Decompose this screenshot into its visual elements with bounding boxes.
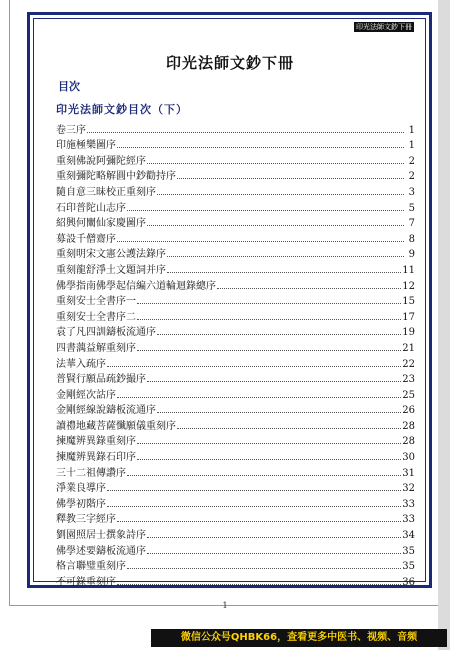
toc-entry-title: 劉園照居士撰象詩序 [56, 530, 146, 542]
toc-entry-title: 揀魔辨異錄重刻序 [56, 436, 136, 448]
toc-entry[interactable] [56, 260, 415, 276]
contents-heading[interactable]: 目次 [58, 80, 80, 93]
toc-entry[interactable] [56, 292, 415, 308]
toc-entry-page: 35 [402, 545, 415, 557]
toc-entry-page: 17 [402, 311, 415, 323]
section-heading[interactable]: 印光法師文鈔目次（下） [56, 103, 188, 116]
toc-entry-page: 33 [402, 498, 415, 510]
toc-entry[interactable] [56, 307, 415, 323]
toc-leader-dots [157, 412, 401, 413]
toc-entry[interactable] [56, 167, 415, 183]
toc-entry-title: 金剛經線說鑄板流通序 [56, 405, 156, 417]
toc-entry-page: 28 [402, 420, 415, 432]
toc-entry[interactable] [56, 479, 415, 495]
toc-leader-dots [117, 584, 401, 585]
toc-entry-title: 重刻佛說阿彌陀經序 [56, 155, 146, 167]
toc-entry-page: 28 [402, 436, 415, 448]
toc-leader-dots [147, 163, 404, 164]
toc-entry-title: 淨業良導序 [56, 483, 106, 495]
toc-entry-title: 四書蕅益解重刻序 [56, 342, 136, 354]
toc-entry-title: 佛學述要鑄板流通序 [56, 545, 146, 557]
toc-entry-title: 重刻彌陀略解圓中鈔勸持序 [56, 171, 176, 183]
toc-entry[interactable] [56, 151, 415, 167]
toc-entry-title: 隨自意三昧校正重刻序 [56, 186, 156, 198]
toc-entry-title: 金剛經次詁序 [56, 389, 116, 401]
toc-entry-title: 釋教三字經序 [56, 514, 116, 526]
toc-entry[interactable] [56, 494, 415, 510]
toc-entry-page: 35 [402, 561, 415, 573]
toc-entry-title: 佛學指南佛學起信編六道輪迴錄總序 [56, 280, 216, 292]
toc-entry[interactable] [56, 541, 415, 557]
toc-entry[interactable] [56, 136, 415, 152]
book-title: 印光法師文鈔下冊 [165, 54, 294, 72]
toc-entry-page: 34 [402, 530, 415, 542]
toc-leader-dots [157, 194, 404, 195]
page-number: 1 [222, 601, 228, 610]
running-header-tag: 印光法師文鈔下冊 [356, 23, 412, 31]
toc-leader-dots [117, 521, 401, 522]
toc-leader-dots [137, 459, 401, 460]
toc-entry[interactable] [56, 510, 415, 526]
toc-entry-title: 石印普陀山志序 [56, 202, 126, 214]
toc-entry-title: 格言聯璧重刻序 [56, 561, 126, 573]
toc-entry-page: 36 [402, 576, 415, 588]
toc-entry[interactable] [56, 323, 415, 339]
toc-leader-dots [87, 132, 404, 133]
toc-entry[interactable] [56, 214, 415, 230]
toc-entry[interactable] [56, 245, 415, 261]
toc-leader-dots [147, 537, 401, 538]
toc-entry[interactable] [56, 120, 415, 136]
toc-entry[interactable] [56, 463, 415, 479]
toc-leader-dots [167, 256, 404, 257]
toc-leader-dots [147, 381, 401, 382]
toc-entry[interactable] [56, 229, 415, 245]
toc-leader-dots [107, 366, 401, 367]
toc-entry-title: 印施極樂圖序 [56, 140, 116, 152]
toc-entry-page: 12 [402, 280, 415, 292]
toc-entry-title: 重刻龍舒淨土文題詞并序 [56, 264, 166, 276]
page-edge-left [9, 0, 10, 605]
toc-leader-dots [157, 334, 401, 335]
toc-leader-dots [217, 288, 401, 289]
toc-leader-dots [127, 210, 404, 211]
toc-entry[interactable] [56, 276, 415, 292]
toc-leader-dots [137, 319, 401, 320]
toc-entry[interactable] [56, 370, 415, 386]
toc-entry-page: 25 [402, 389, 415, 401]
toc-entry-title: 紹興何闡仙家慶圖序 [56, 218, 146, 230]
toc-entry-page: 2 [408, 171, 415, 183]
toc-entry-title: 法華入疏序 [56, 358, 106, 370]
toc-entry[interactable] [56, 338, 415, 354]
toc-leader-dots [107, 490, 401, 491]
toc-entry[interactable] [56, 525, 415, 541]
viewer-background [438, 0, 450, 650]
toc-entry-title: 募設千僧齋序 [56, 233, 116, 245]
toc-entry-title: 卷三序 [56, 124, 86, 136]
toc-entry[interactable] [56, 447, 415, 463]
toc-entry-title: 重刻安士全書序一 [56, 296, 136, 308]
toc-leader-dots [147, 553, 401, 554]
toc-leader-dots [137, 303, 401, 304]
toc-leader-dots [127, 475, 401, 476]
toc-entry-page: 7 [408, 218, 415, 230]
toc-leader-dots [137, 443, 401, 444]
toc-entry[interactable] [56, 385, 415, 401]
toc-entry-title: 三十二祖傳讚序 [56, 467, 126, 479]
toc-entry-page: 23 [402, 374, 415, 386]
toc-leader-dots [167, 272, 401, 273]
table-of-contents [56, 120, 415, 588]
toc-entry[interactable] [56, 354, 415, 370]
toc-entry[interactable] [56, 198, 415, 214]
toc-entry-page: 30 [402, 452, 415, 464]
toc-entry-title: 佛學初階序 [56, 498, 106, 510]
toc-entry-title: 重刻安士全書序二 [56, 311, 136, 323]
toc-leader-dots [117, 147, 404, 148]
toc-entry-title: 揀魔辨異錄石印序 [56, 452, 136, 464]
toc-entry-page: 9 [408, 249, 415, 261]
toc-leader-dots [127, 568, 401, 569]
toc-entry-page: 1 [408, 124, 415, 136]
toc-entry-title: 讀禮地藏菩薩懺願儀重刻序 [56, 420, 176, 432]
toc-entry[interactable] [56, 416, 415, 432]
toc-entry-page: 26 [402, 405, 415, 417]
toc-leader-dots [117, 397, 401, 398]
toc-entry-page: 2 [408, 155, 415, 167]
toc-entry-page: 1 [408, 140, 415, 152]
toc-entry[interactable] [56, 432, 415, 448]
toc-entry[interactable] [56, 401, 415, 417]
toc-leader-dots [117, 241, 404, 242]
toc-entry-title: 不可錄重刻序 [56, 576, 116, 588]
toc-leader-dots [147, 225, 404, 226]
toc-entry-page: 22 [402, 358, 415, 370]
toc-entry-page: 19 [402, 327, 415, 339]
toc-entry-page: 31 [402, 467, 415, 479]
toc-entry-page: 32 [402, 483, 415, 495]
toc-entry-page: 8 [408, 233, 415, 245]
toc-leader-dots [177, 178, 404, 179]
toc-leader-dots [177, 428, 401, 429]
toc-entry[interactable] [56, 572, 415, 588]
toc-entry-title: 普賢行願品疏鈔撮序 [56, 374, 146, 386]
toc-entry[interactable] [56, 182, 415, 198]
toc-entry-page: 21 [402, 342, 415, 354]
toc-entry-page: 5 [408, 202, 415, 214]
promo-banner: 微信公众号QHBK66，查看更多中医书、视频、音频 [151, 629, 447, 647]
toc-entry-page: 15 [402, 296, 415, 308]
toc-entry[interactable] [56, 557, 415, 573]
toc-entry-title: 重刻明宋文憲公護法錄序 [56, 249, 166, 261]
toc-leader-dots [137, 350, 401, 351]
toc-entry-page: 11 [402, 264, 415, 276]
toc-entry-page: 33 [402, 514, 415, 526]
toc-entry-page: 3 [408, 186, 415, 198]
toc-leader-dots [107, 506, 401, 507]
toc-entry-title: 袁了凡四訓鑄板流通序 [56, 327, 156, 339]
